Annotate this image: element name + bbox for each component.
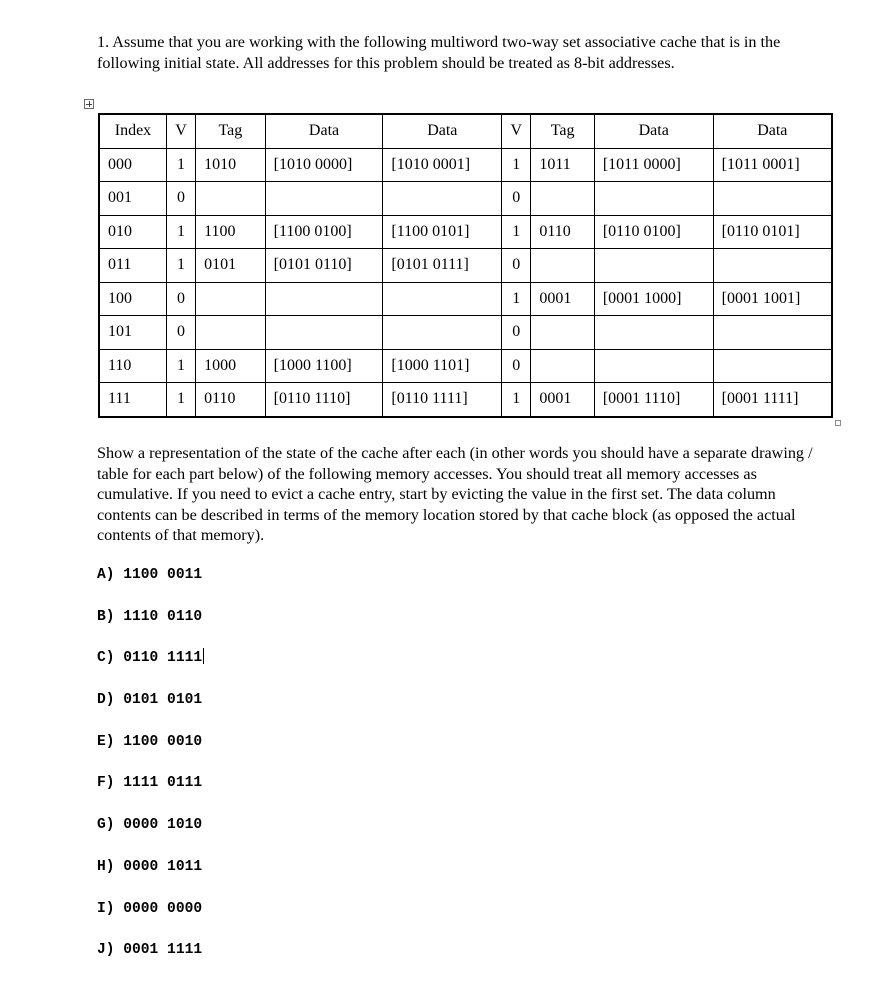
table-row: [99, 249, 832, 283]
table-cell: 1: [166, 215, 195, 249]
table-cell: 0: [502, 182, 531, 216]
table-cell: [594, 349, 713, 383]
table-cell: 0: [166, 316, 195, 350]
memory-access-item: [97, 857, 204, 899]
column-header: V: [166, 114, 195, 148]
column-header: Data: [383, 114, 502, 148]
table-cell: [531, 249, 594, 283]
memory-access-text: D) 0101 0101: [97, 692, 203, 709]
table-move-handle-icon[interactable]: [84, 99, 94, 109]
memory-access-text: B) 1110 0110: [97, 608, 203, 625]
table-cell: [531, 349, 594, 383]
table-cell: [0110 1110]: [265, 383, 383, 417]
table-cell: 111: [99, 383, 166, 417]
table-cell: [1100 0100]: [265, 215, 383, 249]
memory-access-item: [97, 899, 204, 941]
table-cell: 0101: [196, 249, 265, 283]
memory-access-item: [97, 648, 204, 690]
table-cell: 1: [502, 215, 531, 249]
table-cell: [0001 1000]: [594, 282, 713, 316]
table-cell: [1010 0001]: [383, 148, 502, 182]
memory-access-item: [97, 565, 204, 607]
table-row: [99, 148, 832, 182]
memory-access-text: A) 1100 0011: [97, 567, 203, 583]
memory-access-text: E) 1100 0010: [97, 733, 203, 750]
table-header-row: [99, 114, 832, 148]
table-cell: 1: [502, 148, 531, 182]
table-cell: 1: [166, 383, 195, 417]
table-cell: [531, 182, 594, 216]
table-cell: [594, 249, 713, 283]
table-cell: [0101 0111]: [383, 249, 502, 283]
column-header: Data: [265, 114, 383, 148]
table-cell: 0: [502, 249, 531, 283]
memory-access-list: [97, 565, 204, 982]
table-cell: [713, 249, 832, 283]
instructions-paragraph: Show a representation of the state of the cache after each (in other words you should have a separate drawing / table for each part below) of the following memory accesses. You should treat all memory accesses as cumulative. If you need to evict a cache entry, start by evicting the value in the first set. The data column contents can be described in terms of the memory location stored by that cache block (as opposed the actual contents of that memory).: [97, 444, 813, 544]
table-cell: 0: [502, 316, 531, 350]
memory-access-text: I) 0000 0000: [97, 900, 203, 917]
memory-access-text: F) 1111 0111: [97, 775, 203, 792]
table-cell: [196, 182, 265, 216]
table-row: [99, 349, 832, 383]
memory-access-item: [97, 690, 204, 732]
table-cell: 011: [99, 249, 166, 283]
text-cursor: [203, 648, 204, 664]
column-header: Tag: [531, 114, 594, 148]
table-cell: 101: [99, 316, 166, 350]
table-cell: [1000 1101]: [383, 349, 502, 383]
table-cell: [383, 182, 502, 216]
table-cell: 1: [166, 349, 195, 383]
cache-state-table: [98, 113, 833, 418]
memory-access-text: C) 0110 1111: [97, 650, 203, 667]
table-cell: [265, 282, 383, 316]
table-cell: 0: [502, 349, 531, 383]
table-cell: [383, 316, 502, 350]
table-cell: [0110 1111]: [383, 383, 502, 417]
table-cell: [0110 0101]: [713, 215, 832, 249]
table-cell: 1: [502, 383, 531, 417]
table-cell: 1: [502, 282, 531, 316]
table-cell: 1000: [196, 349, 265, 383]
table-cell: 110: [99, 349, 166, 383]
table-resize-handle-icon[interactable]: [835, 420, 841, 426]
table-cell: [594, 182, 713, 216]
problem-intro: 1. Assume that you are working with the following multiword two-way set associative cache that is in the following initial state. All addresses for this problem should be treated as 8-bit addresses.: [97, 33, 781, 72]
table-cell: [1100 0101]: [383, 215, 502, 249]
table-cell: 000: [99, 148, 166, 182]
table-cell: 1: [166, 249, 195, 283]
table-cell: [196, 316, 265, 350]
table-cell: 1010: [196, 148, 265, 182]
table-cell: 0001: [531, 383, 594, 417]
memory-access-text: G) 0000 1010: [97, 817, 203, 834]
column-header: Data: [594, 114, 713, 148]
memory-access-item: [97, 732, 204, 774]
memory-access-text: J) 0001 1111: [97, 942, 203, 959]
table-cell: [196, 282, 265, 316]
table-cell: [713, 182, 832, 216]
memory-access-item: [97, 607, 204, 649]
table-cell: 100: [99, 282, 166, 316]
column-header: Tag: [196, 114, 265, 148]
table-row: [99, 215, 832, 249]
table-cell: 0: [166, 182, 195, 216]
table-cell: [383, 282, 502, 316]
table-cell: 0110: [196, 383, 265, 417]
table-cell: [0101 0110]: [265, 249, 383, 283]
table-cell: [713, 316, 832, 350]
memory-access-text: H) 0000 1011: [97, 858, 203, 875]
column-header: V: [502, 114, 531, 148]
table-cell: 0: [166, 282, 195, 316]
table-cell: [0001 1111]: [713, 383, 832, 417]
table-cell: [594, 316, 713, 350]
table-cell: [1011 0001]: [713, 148, 832, 182]
table-cell: [0001 1001]: [713, 282, 832, 316]
table-cell: 010: [99, 215, 166, 249]
memory-access-item: [97, 815, 204, 857]
table-cell: [1000 1100]: [265, 349, 383, 383]
table-cell: [265, 182, 383, 216]
column-header: Data: [713, 114, 832, 148]
table-cell: [1010 0000]: [265, 148, 383, 182]
table-cell: 1100: [196, 215, 265, 249]
memory-access-item: [97, 940, 204, 982]
table-cell: [0001 1110]: [594, 383, 713, 417]
table-row: [99, 316, 832, 350]
table-cell: 0001: [531, 282, 594, 316]
table-cell: 0110: [531, 215, 594, 249]
table-row: [99, 282, 832, 316]
table-cell: 1011: [531, 148, 594, 182]
memory-access-item: [97, 773, 204, 815]
table-cell: [0110 0100]: [594, 215, 713, 249]
table-cell: [265, 316, 383, 350]
table-cell: [531, 316, 594, 350]
table-cell: 1: [166, 148, 195, 182]
table-row: [99, 182, 832, 216]
table-cell: 001: [99, 182, 166, 216]
column-header: Index: [99, 114, 166, 148]
table-cell: [713, 349, 832, 383]
table-cell: [1011 0000]: [594, 148, 713, 182]
table-row: [99, 383, 832, 417]
